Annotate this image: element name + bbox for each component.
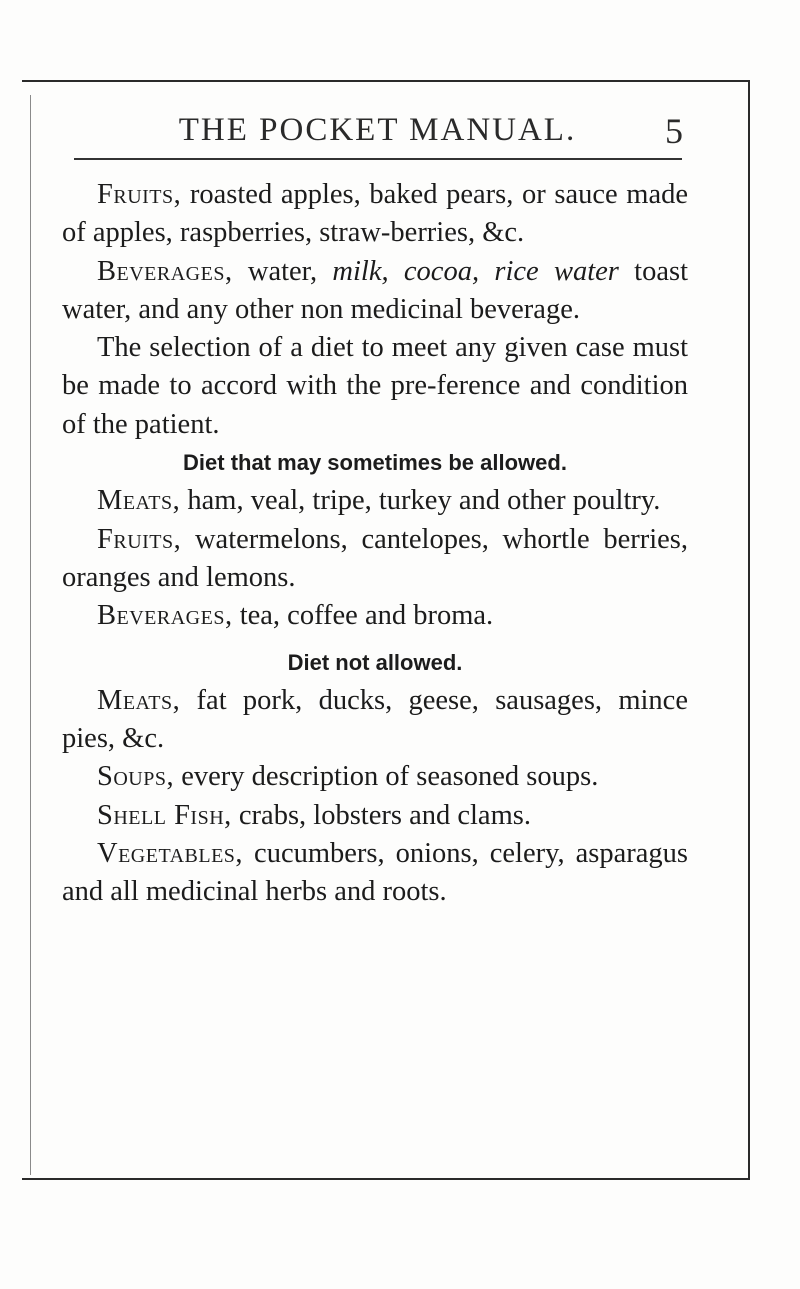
subheading-allowed: Diet that may sometimes be allowed. xyxy=(183,450,567,476)
running-head: THE POCKET MANUAL. xyxy=(178,112,577,148)
entry-label: Shell Fish, xyxy=(97,799,232,831)
entry-label: Vegetables, xyxy=(97,838,244,870)
paragraph-vegetables xyxy=(62,835,688,912)
entry-text-italic: milk, cocoa, rice water xyxy=(332,255,619,287)
paragraph-fruits xyxy=(62,176,688,253)
paragraph-soups xyxy=(62,758,688,796)
page-border-top xyxy=(22,80,750,82)
entry-label: Meats, xyxy=(97,684,181,716)
entry-label: Soups, xyxy=(97,761,175,793)
entry-text: tea, coffee and broma. xyxy=(232,600,494,632)
page-border-right xyxy=(748,80,750,1180)
entry-text: watermelons, cantelopes, whortle berries, oranges and lemons. xyxy=(62,523,688,593)
paragraph-shell-fish xyxy=(62,797,688,835)
entry-text: water, xyxy=(232,255,333,287)
entry-text: every description of seasoned soups. xyxy=(174,761,599,793)
paragraph-beverages-allowed xyxy=(62,597,688,635)
entry-text: fat pork, ducks, geese, sausages, mince pies, &c. xyxy=(62,684,688,755)
entry-text: crabs, lobsters and clams. xyxy=(231,799,531,831)
paragraph-fruits-allowed xyxy=(62,521,688,598)
entry-text: ham, veal, tripe, turkey and other poultry. xyxy=(180,485,661,517)
subheading-not-allowed: Diet not allowed. xyxy=(287,649,463,675)
paragraph-selection: The selection of a diet to meet any given case must be made to accord with the pre-ference and condition of the patient. xyxy=(62,332,688,440)
paragraph-beverages xyxy=(62,253,688,330)
entry-text: roasted apples, baked pears, or sauce made of apples, raspberries, straw-berries, &c. xyxy=(62,179,688,249)
page-body xyxy=(62,176,688,912)
entry-label: Beverages, xyxy=(97,600,233,632)
entry-label: Meats, xyxy=(97,485,181,517)
page-header xyxy=(70,112,685,156)
paragraph-meats-allowed xyxy=(62,482,688,520)
entry-label: Fruits, xyxy=(97,179,182,210)
entry-text: cucumbers, onions, celery, asparagus and all medicinal herbs and roots. xyxy=(62,838,688,908)
page-number: 5 xyxy=(665,111,683,151)
entry-label: Beverages, xyxy=(97,255,233,287)
entry-label: Fruits, xyxy=(97,523,182,555)
page-border-left xyxy=(30,95,31,1175)
entry-text: toast water, and any other non medicinal beverage. xyxy=(62,255,688,325)
paragraph-meats-not-allowed xyxy=(62,682,688,759)
header-rule xyxy=(74,158,682,160)
page-border-bottom xyxy=(22,1178,750,1180)
